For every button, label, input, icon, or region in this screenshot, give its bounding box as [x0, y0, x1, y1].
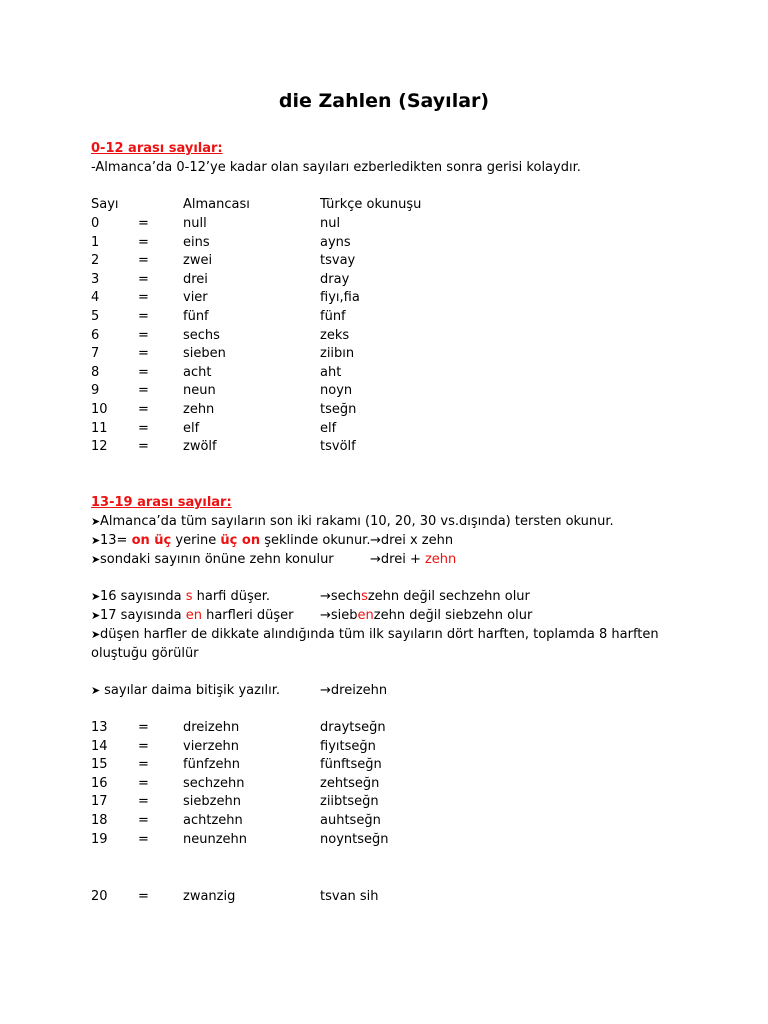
- table-cell-tr: fünf: [320, 309, 346, 324]
- table-cell-de: zwei: [183, 253, 213, 269]
- right-arrow-icon: →: [320, 683, 331, 698]
- right-arrow-icon: →: [370, 552, 381, 567]
- table-row: [91, 308, 691, 326]
- table-cell-eq: =: [138, 271, 149, 287]
- table-cell-n: 4: [91, 290, 100, 306]
- bullet-17-rule: ➤17 sayısında en harfleri düşer →siebenzehn değil siebzehn olur: [91, 608, 533, 623]
- table-cell-n: 8: [91, 364, 100, 380]
- table-cell-tr: ziibtseğn: [320, 794, 379, 810]
- header-number: Sayı: [91, 197, 119, 212]
- table-cell-eq: =: [138, 309, 149, 324]
- bullet-written-together: ➤ sayılar daima bitişik yazılır. →dreizehn: [91, 683, 388, 698]
- table-cell-n: 7: [91, 346, 100, 362]
- table-cell-eq: =: [138, 402, 149, 417]
- section-heading-0-12: 0-12 arası sayılar:: [91, 141, 223, 156]
- table-row: [91, 345, 691, 363]
- bullet-letter-count-rule: ➤düşen harfler de dikkate alındığında tüm ilk sayıların dört harften, toplamda 8 harften: [91, 627, 659, 642]
- table-cell-de: null: [183, 216, 207, 231]
- table-cell-de: zwölf: [183, 439, 217, 455]
- table-cell-n: 12: [91, 439, 108, 455]
- header-turkish: Türkçe okunuşu: [320, 197, 422, 212]
- table-header: [91, 196, 691, 214]
- table-cell-eq: =: [138, 738, 149, 754]
- table-cell-n: 16: [91, 775, 108, 791]
- table-cell-tr: tsvay: [320, 253, 356, 269]
- table-row: [91, 327, 691, 345]
- table-cell-n: 11: [91, 420, 108, 436]
- table-cell-n: 1: [91, 234, 100, 250]
- section-heading-13-19: 13-19 arası sayılar:: [91, 495, 232, 510]
- table-row: [91, 364, 691, 382]
- table-cell-n: 19: [91, 831, 108, 847]
- table-cell-tr: elf: [320, 420, 337, 436]
- table-cell-tr: ayns: [320, 234, 351, 250]
- table-cell-n: 0: [91, 216, 100, 231]
- table-cell-de: sechs: [183, 327, 220, 343]
- table-row: [91, 738, 691, 756]
- table-cell-de: vierzehn: [183, 738, 239, 754]
- table-cell-tr: draytseğn: [320, 720, 386, 735]
- table-cell-de: zehn: [183, 402, 215, 417]
- table-cell-eq: =: [138, 253, 149, 269]
- table-cell-de: neun: [183, 383, 216, 399]
- table-cell-de: neunzehn: [183, 831, 248, 847]
- table-cell-de: fünfzehn: [183, 757, 240, 773]
- table-cell-tr: fünftseğn: [320, 757, 382, 773]
- table-row: [91, 420, 691, 438]
- arrowhead-bullet-icon: ➤: [91, 534, 101, 547]
- table-cell-tr: tsvölf: [320, 439, 356, 455]
- bullet-zehn-rule: ➤sondaki sayının önüne zehn konulur →drei + zehn: [91, 552, 457, 567]
- table-cell-n: 13: [91, 720, 108, 735]
- table-cell-n: 3: [91, 271, 100, 287]
- table-cell-n: 6: [91, 327, 100, 343]
- table-cell-eq: =: [138, 720, 149, 735]
- table-row: [91, 438, 691, 456]
- table-row: [91, 215, 691, 233]
- table-cell-de: acht: [183, 364, 212, 380]
- table-cell-n: 10: [91, 402, 108, 417]
- right-arrow-icon: →: [370, 533, 381, 548]
- table-cell-tr: fiyıtseğn: [320, 738, 376, 754]
- arrowhead-bullet-icon: ➤: [91, 590, 101, 603]
- table-cell-eq: =: [138, 775, 149, 791]
- page-title: die Zahlen (Sayılar): [278, 90, 490, 112]
- table-cell-n: 5: [91, 309, 100, 324]
- table-row: [91, 793, 691, 811]
- table-row-20: 20 = zwanzig tsvan sih: [91, 889, 379, 904]
- table-cell-tr: tseğn: [320, 402, 357, 417]
- table-cell-n: 18: [91, 813, 108, 828]
- table-cell-n: 14: [91, 738, 108, 754]
- table-cell-tr: ziibın: [320, 346, 355, 362]
- table-cell-eq: =: [138, 420, 149, 436]
- header-german: Almancası: [183, 197, 250, 212]
- table-cell-n: 9: [91, 383, 100, 399]
- table-cell-de: eins: [183, 234, 210, 250]
- table-cell-tr: noyn: [320, 383, 353, 399]
- table-row: [91, 775, 691, 793]
- table-row: [91, 382, 691, 400]
- table-cell-tr: zeks: [320, 327, 350, 343]
- table-cell-tr: nul: [320, 216, 341, 231]
- arrowhead-bullet-icon: ➤: [91, 684, 101, 697]
- table-cell-tr: auhtseğn: [320, 813, 381, 828]
- arrowhead-bullet-icon: ➤: [91, 515, 101, 528]
- table-row: [91, 756, 691, 774]
- table-cell-eq: =: [138, 290, 149, 306]
- table-cell-n: 17: [91, 794, 108, 810]
- table-cell-de: sieben: [183, 346, 226, 362]
- table-cell-de: sechzehn: [183, 775, 245, 791]
- table-cell-eq: =: [138, 364, 149, 380]
- arrowhead-bullet-icon: ➤: [91, 609, 101, 622]
- table-row: [91, 289, 691, 307]
- table-row: [91, 252, 691, 270]
- table-cell-eq: =: [138, 327, 149, 343]
- table-cell-eq: =: [138, 216, 149, 231]
- bullet-16-rule: ➤16 sayısında s harfi düşer. →sechszehn değil sechzehn olur: [91, 589, 530, 604]
- table-cell-eq: =: [138, 813, 149, 828]
- table-cell-tr: dray: [320, 271, 350, 287]
- table-cell-eq: =: [138, 794, 149, 810]
- table-cell-de: elf: [183, 420, 200, 436]
- table-cell-eq: =: [138, 439, 149, 455]
- right-arrow-icon: →: [320, 608, 331, 623]
- table-cell-eq: =: [138, 383, 149, 399]
- table-cell-de: achtzehn: [183, 813, 243, 828]
- table-cell-de: vier: [183, 290, 208, 306]
- table-row: [91, 831, 691, 849]
- arrowhead-bullet-icon: ➤: [91, 553, 101, 566]
- table-cell-de: dreizehn: [183, 720, 240, 735]
- table-cell-de: drei: [183, 271, 208, 287]
- table-cell-tr: noyntseğn: [320, 831, 389, 847]
- table-row: [91, 401, 691, 419]
- intro-text: -Almanca’da 0-12’ye kadar olan sayıları ezberledikten sonra gerisi kolaydır.: [91, 160, 581, 175]
- bullet-13-example: ➤13= on üç yerine üç on şeklinde okunur. →drei x zehn: [91, 533, 454, 548]
- table-row: [91, 271, 691, 289]
- table-cell-eq: =: [138, 234, 149, 250]
- bullet-letter-count-rule-cont: oluştuğu görülür: [91, 646, 199, 661]
- table-cell-eq: =: [138, 831, 149, 847]
- table-cell-de: siebzehn: [183, 794, 241, 810]
- table-cell-n: 2: [91, 253, 100, 269]
- table-cell-n: 15: [91, 757, 108, 773]
- right-arrow-icon: →: [320, 589, 331, 604]
- bullet-reading-rule: ➤Almanca’da tüm sayıların son iki rakamı (10, 20, 30 vs.dışında) tersten okunur.: [91, 514, 614, 529]
- table-row: [91, 719, 691, 737]
- table-cell-eq: =: [138, 757, 149, 773]
- arrowhead-bullet-icon: ➤: [91, 628, 101, 641]
- table-row: [91, 812, 691, 830]
- table-cell-tr: fiyı,fia: [320, 290, 360, 306]
- table-cell-tr: aht: [320, 364, 342, 380]
- table-cell-tr: zehtseğn: [320, 775, 380, 791]
- table-row: [91, 234, 691, 252]
- table-cell-eq: =: [138, 346, 149, 362]
- table-cell-de: fünf: [183, 309, 209, 324]
